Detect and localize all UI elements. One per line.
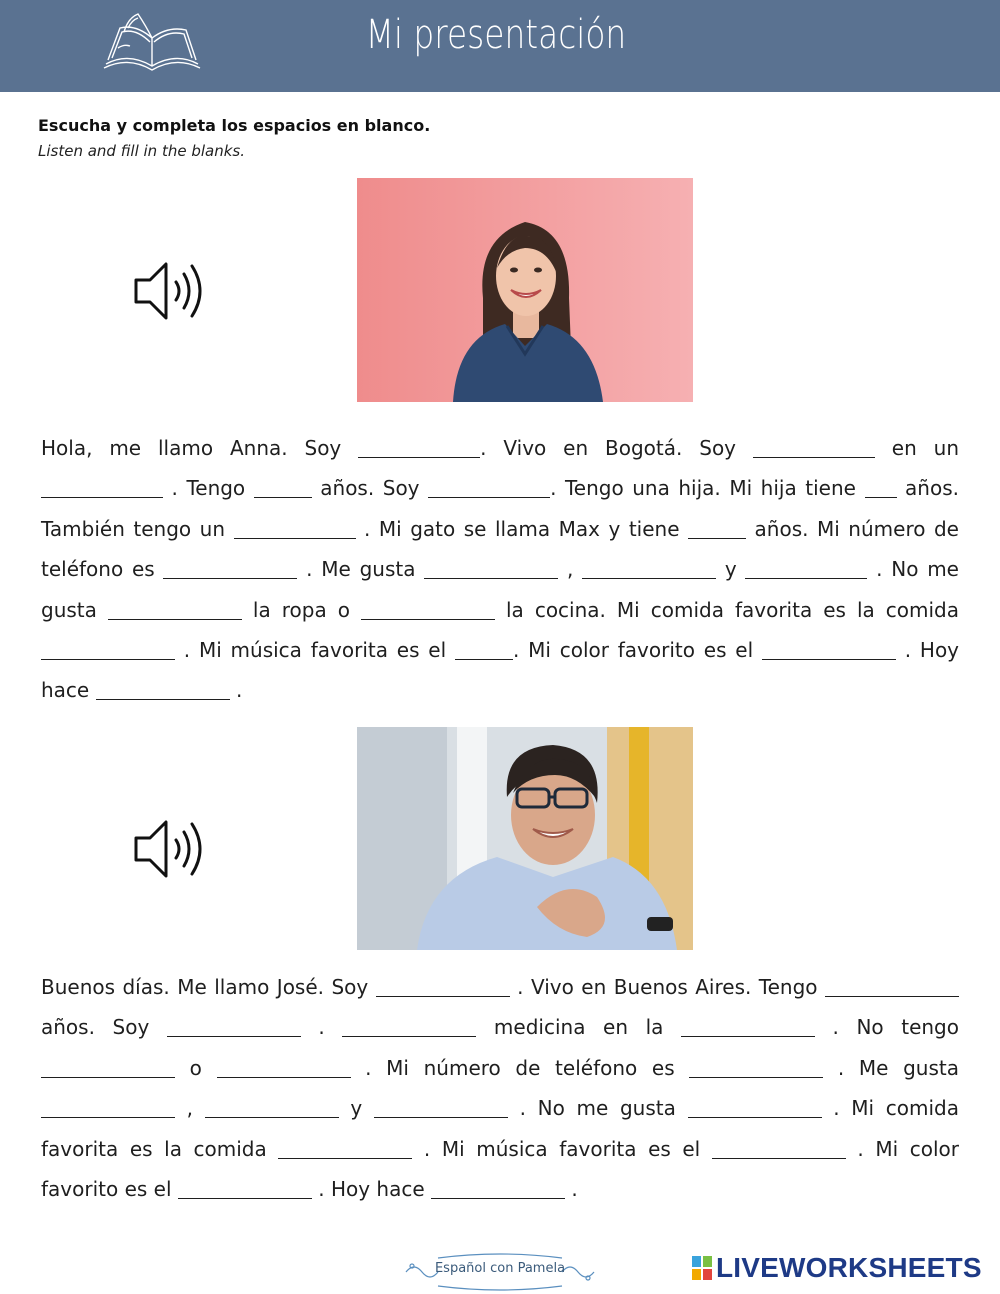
blank-input[interactable] bbox=[361, 598, 495, 620]
text-segment: , bbox=[558, 557, 583, 582]
text-segment: . Mi color favorito es el bbox=[512, 638, 762, 663]
blank-input[interactable] bbox=[428, 476, 550, 498]
text-segment: o bbox=[175, 1055, 217, 1080]
text-segment: . Tengo una hija. Mi hija tiene bbox=[550, 476, 865, 501]
paragraph-jose bbox=[41, 967, 959, 1209]
text-segment: la cocina. Mi comida favorita es la comida bbox=[494, 597, 960, 622]
blank-input[interactable] bbox=[96, 678, 230, 700]
header-banner bbox=[0, 0, 1000, 92]
text-segment: medicina en la bbox=[476, 1015, 681, 1040]
paragraph-anna bbox=[41, 428, 959, 711]
blank-input[interactable] bbox=[376, 975, 510, 997]
text-segment: la ropa o bbox=[241, 597, 361, 622]
blank-input[interactable] bbox=[342, 1015, 476, 1037]
text-segment: . bbox=[300, 1015, 343, 1040]
blank-input[interactable] bbox=[762, 638, 896, 660]
text-segment: Buenos días. Me llamo José. Soy bbox=[41, 975, 376, 999]
text-segment: . Mi número de teléfono es bbox=[350, 1055, 690, 1080]
text-segment: y bbox=[716, 557, 746, 582]
instruction-english: Listen and fill in the blanks. bbox=[38, 142, 245, 160]
text-segment: . No me gusta bbox=[41, 557, 959, 622]
text-segment: . No tengo bbox=[814, 1015, 959, 1040]
text-segment: . No me gusta bbox=[507, 1096, 688, 1121]
text-segment: años. Soy bbox=[311, 476, 429, 501]
blank-input[interactable] bbox=[712, 1137, 846, 1159]
text-segment: . Me gusta bbox=[823, 1055, 959, 1080]
page-title: Mi presentación bbox=[365, 12, 627, 58]
blank-input[interactable] bbox=[865, 476, 897, 498]
text-segment: . Mi música favorita es el bbox=[412, 1136, 712, 1161]
brand-logo bbox=[402, 1252, 598, 1292]
text-segment: en un bbox=[874, 436, 960, 460]
text-segment: . Tengo bbox=[163, 476, 254, 501]
text-segment: . Mi color favorito es el bbox=[41, 1136, 959, 1202]
blank-input[interactable] bbox=[234, 517, 356, 539]
text-segment: . Hoy hace bbox=[41, 638, 960, 703]
blank-input[interactable] bbox=[41, 476, 163, 498]
blank-input[interactable] bbox=[41, 638, 175, 660]
blank-input[interactable] bbox=[217, 1056, 351, 1078]
text-segment: . Mi música favorita es el bbox=[175, 638, 455, 663]
blank-input[interactable] bbox=[753, 436, 875, 458]
blank-input[interactable] bbox=[689, 1056, 823, 1078]
speaker-icon[interactable] bbox=[132, 816, 212, 882]
blank-input[interactable] bbox=[825, 975, 959, 997]
text-segment: . Vivo en Bogotá. Soy bbox=[480, 436, 753, 460]
text-segment: . Me gusta bbox=[297, 557, 425, 582]
liveworksheets-badge-icon bbox=[692, 1256, 712, 1280]
blank-input[interactable] bbox=[178, 1177, 312, 1199]
text-segment: y bbox=[338, 1096, 374, 1121]
blank-input[interactable] bbox=[108, 598, 242, 620]
text-segment: . Mi gato se llama Max y tiene bbox=[355, 516, 689, 541]
text-segment: . bbox=[565, 1177, 578, 1202]
blank-input[interactable] bbox=[681, 1015, 815, 1037]
blank-input[interactable] bbox=[167, 1015, 301, 1037]
blank-input[interactable] bbox=[374, 1096, 508, 1118]
blank-input[interactable] bbox=[205, 1096, 339, 1118]
text-segment: años. Mi número de teléfono es bbox=[41, 516, 959, 582]
blank-input[interactable] bbox=[582, 557, 716, 579]
blank-input[interactable] bbox=[278, 1137, 412, 1159]
text-segment: . Vivo en Buenos Aires. Tengo bbox=[509, 975, 825, 999]
liveworksheets-wordmark: LIVEWORKSHEETS bbox=[716, 1252, 982, 1283]
blank-input[interactable] bbox=[455, 638, 513, 660]
blank-input[interactable] bbox=[431, 1177, 565, 1199]
text-segment: . bbox=[229, 678, 243, 703]
blank-input[interactable] bbox=[745, 557, 867, 579]
photo-anna bbox=[357, 178, 693, 402]
blank-input[interactable] bbox=[41, 1056, 175, 1078]
blank-input[interactable] bbox=[688, 1096, 822, 1118]
blank-input[interactable] bbox=[688, 517, 746, 539]
photo-jose bbox=[357, 727, 693, 950]
blank-input[interactable] bbox=[254, 476, 312, 498]
text-segment: . Hoy hace bbox=[311, 1177, 432, 1202]
text-segment: años. También tengo un bbox=[41, 476, 959, 541]
text-segment: Hola, me llamo Anna. Soy bbox=[41, 436, 359, 460]
instruction-spanish: Escucha y completa los espacios en blanco. bbox=[38, 116, 431, 135]
speaker-icon[interactable] bbox=[132, 258, 212, 324]
text-segment: años. Soy bbox=[41, 1015, 167, 1040]
brand-name: Español con Pamela bbox=[434, 1261, 566, 1276]
text-segment: , bbox=[175, 1096, 205, 1121]
blank-input[interactable] bbox=[424, 557, 558, 579]
text-segment: . Mi comida favorita es la comida bbox=[41, 1096, 959, 1161]
blank-input[interactable] bbox=[163, 557, 297, 579]
blank-input[interactable] bbox=[358, 436, 480, 458]
blank-input[interactable] bbox=[41, 1096, 175, 1118]
